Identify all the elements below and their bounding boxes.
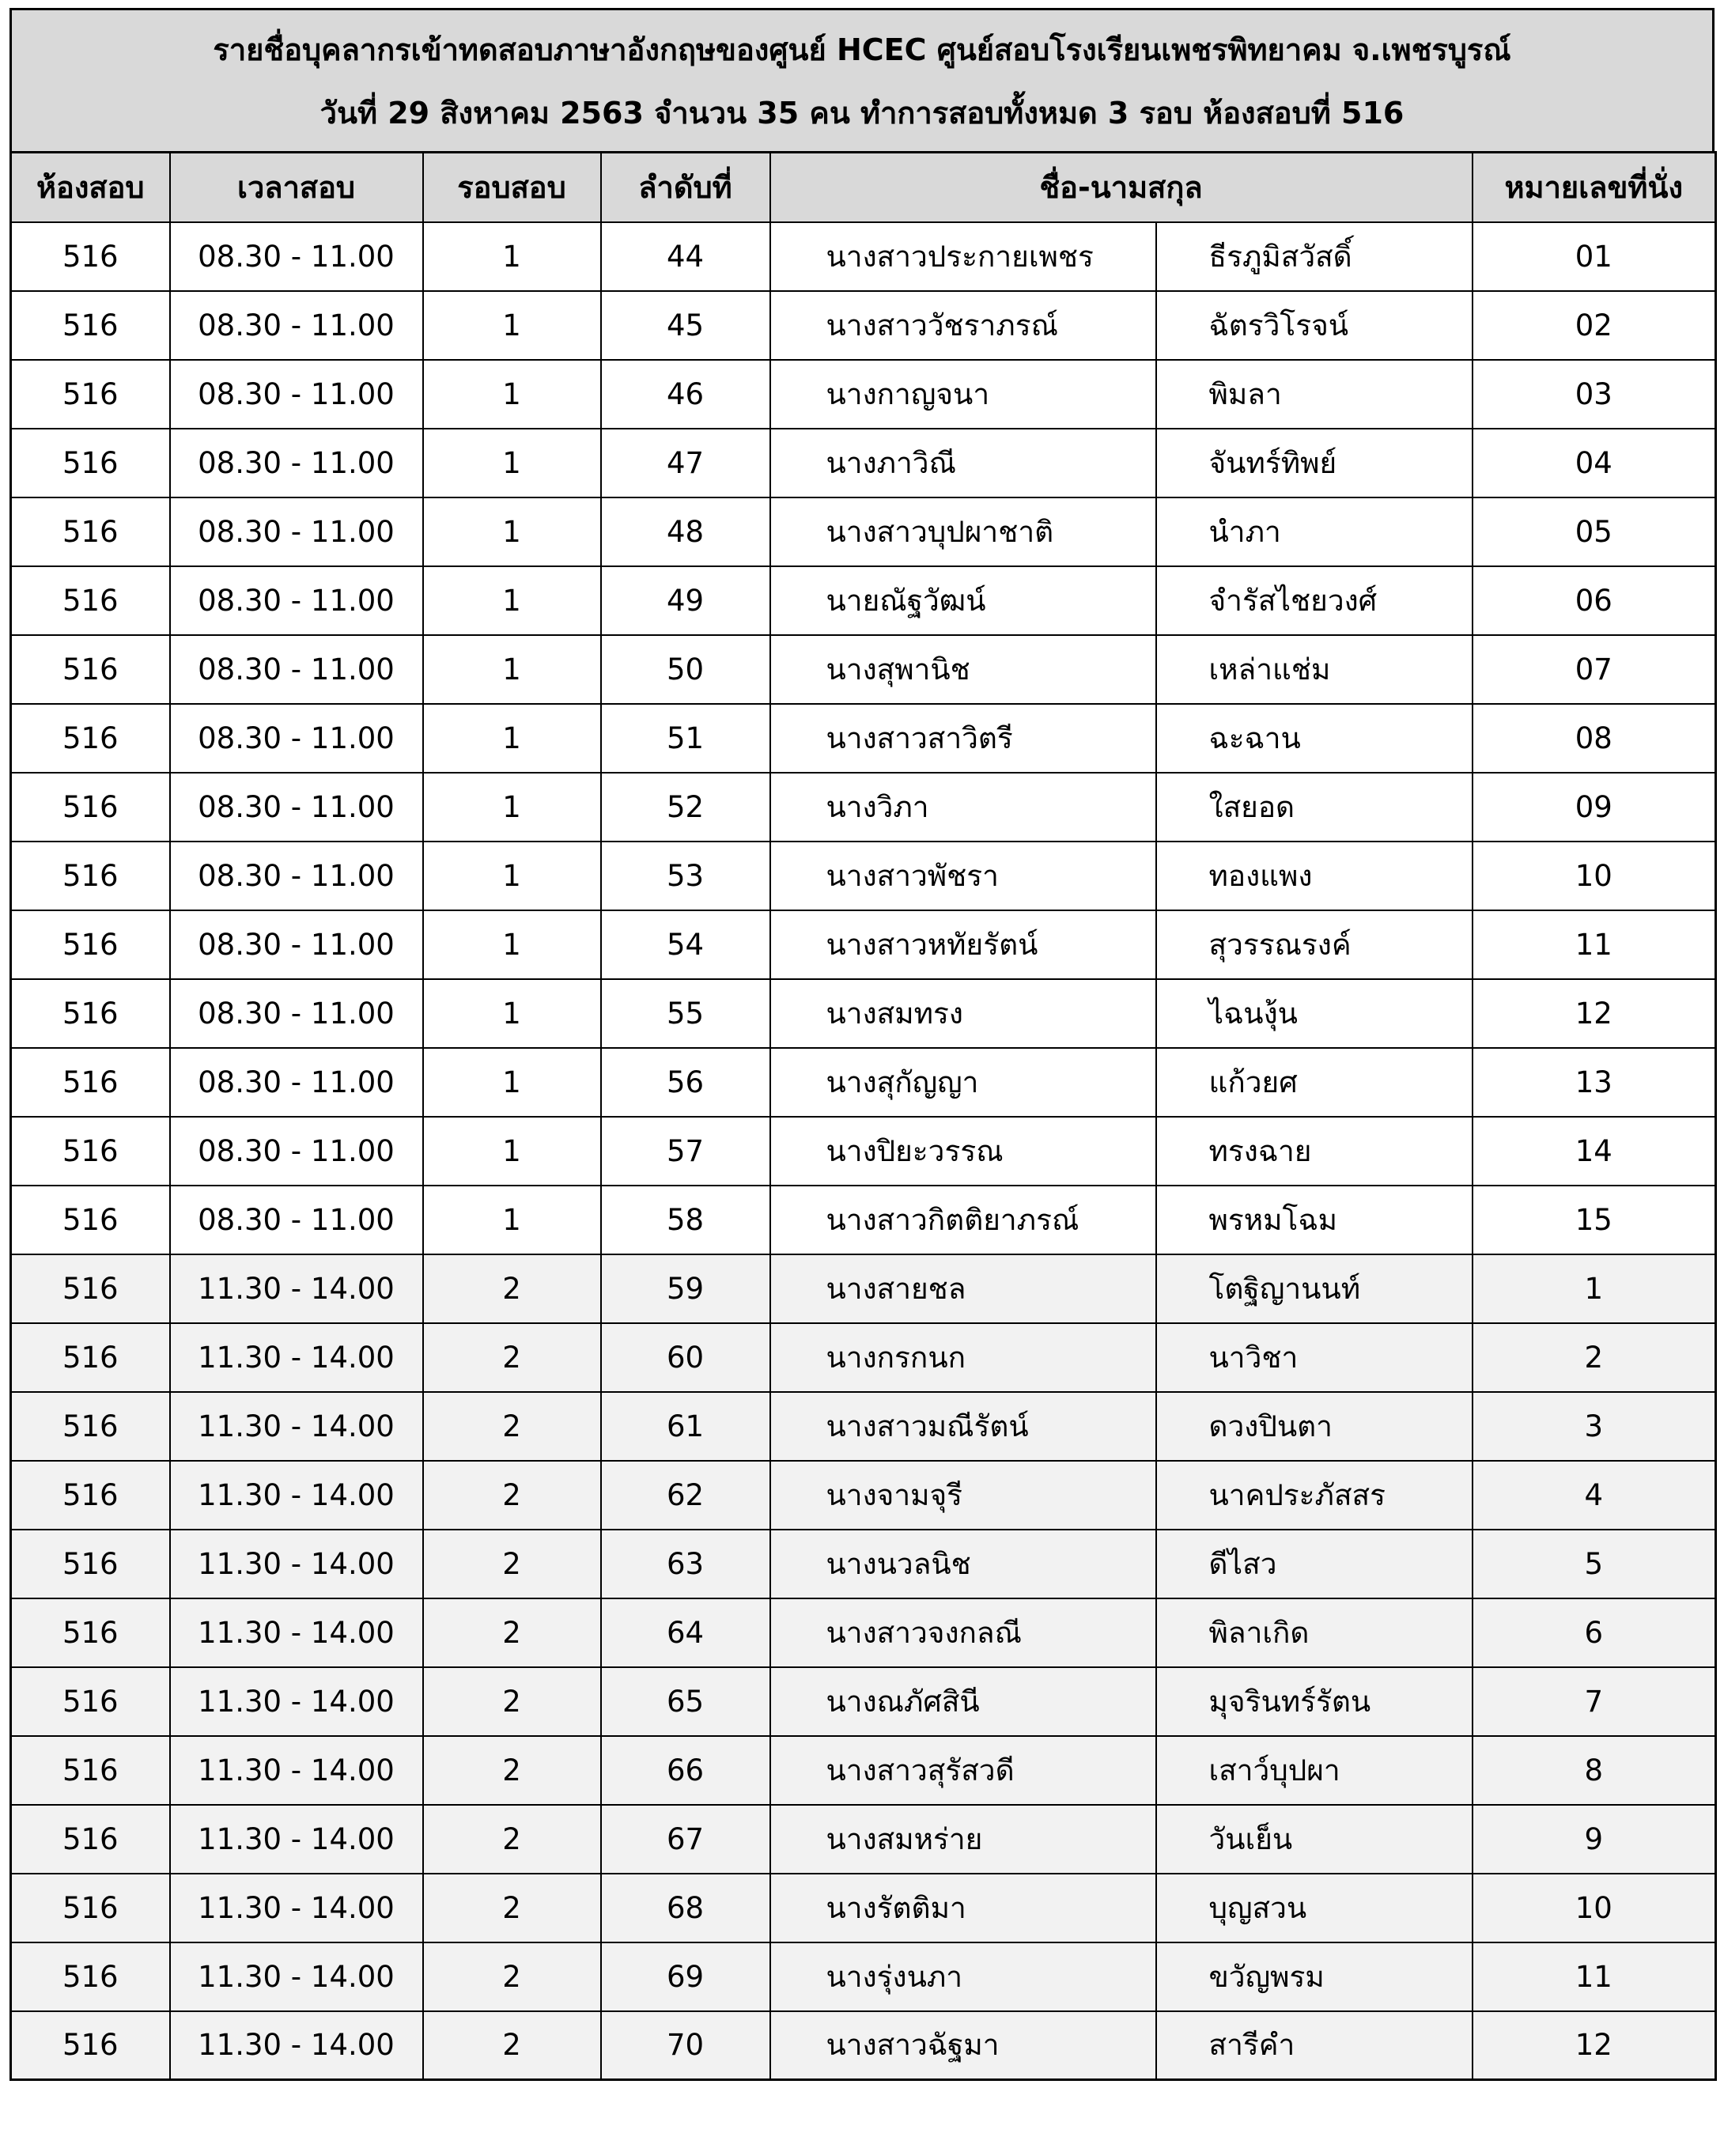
cell-last-name: สุวรรณรงค์ [1156, 910, 1473, 979]
cell-seat: 11 [1473, 1942, 1716, 2011]
cell-room: 516 [11, 1598, 170, 1667]
cell-seat: 08 [1473, 704, 1716, 773]
table-row [11, 979, 1716, 1048]
cell-time: 08.30 - 11.00 [170, 291, 423, 360]
cell-last-name: เหล่าแช่ม [1156, 635, 1473, 704]
cell-first-name: นางจามจุรี [770, 1461, 1156, 1530]
cell-round: 2 [423, 1323, 601, 1392]
cell-room: 516 [11, 566, 170, 635]
table-row [11, 1048, 1716, 1117]
table-row [11, 910, 1716, 979]
cell-first-name: นางสาวหทัยรัตน์ [770, 910, 1156, 979]
cell-seat: 09 [1473, 773, 1716, 842]
cell-round: 2 [423, 1805, 601, 1874]
cell-round: 1 [423, 910, 601, 979]
cell-time: 08.30 - 11.00 [170, 1186, 423, 1254]
table-row [11, 497, 1716, 566]
table-row [11, 429, 1716, 497]
cell-order: 68 [601, 1874, 770, 1942]
title-line-1: รายชื่อบุคลากรเข้าทดสอบภาษาอังกฤษของศูนย์ HCEC ศูนย์สอบโรงเรียนเพชรพิทยาคม จ.เพชรบูรณ์ [213, 32, 1511, 67]
cell-room: 516 [11, 1667, 170, 1736]
cell-last-name: เสาว์บุปผา [1156, 1736, 1473, 1805]
cell-seat: 2 [1473, 1323, 1716, 1392]
table-row [11, 1186, 1716, 1254]
cell-seat: 04 [1473, 429, 1716, 497]
table-row [11, 1117, 1716, 1186]
cell-time: 08.30 - 11.00 [170, 1117, 423, 1186]
cell-seat: 14 [1473, 1117, 1716, 1186]
cell-round: 1 [423, 1186, 601, 1254]
cell-seat: 8 [1473, 1736, 1716, 1805]
cell-room: 516 [11, 1874, 170, 1942]
cell-last-name: ใสยอด [1156, 773, 1473, 842]
cell-first-name: นางสาวฉัฐมา [770, 2011, 1156, 2080]
cell-order: 44 [601, 222, 770, 291]
cell-time: 11.30 - 14.00 [170, 1942, 423, 2011]
cell-order: 55 [601, 979, 770, 1048]
cell-first-name: นางสาวมณีรัตน์ [770, 1392, 1156, 1461]
cell-order: 53 [601, 842, 770, 910]
header-seat: หมายเลขที่นั่ง [1473, 153, 1716, 222]
cell-time: 11.30 - 14.00 [170, 1392, 423, 1461]
cell-first-name: นางณภัศสินี [770, 1667, 1156, 1736]
cell-seat: 10 [1473, 842, 1716, 910]
cell-time: 08.30 - 11.00 [170, 497, 423, 566]
cell-last-name: นำภา [1156, 497, 1473, 566]
cell-last-name: ดวงปินตา [1156, 1392, 1473, 1461]
cell-first-name: นางสาวจงกลณี [770, 1598, 1156, 1667]
table-row [11, 1805, 1716, 1874]
cell-round: 2 [423, 1874, 601, 1942]
cell-first-name: นางสาวสาวิตรี [770, 704, 1156, 773]
cell-seat: 03 [1473, 360, 1716, 429]
cell-first-name: นางสาวพัชรา [770, 842, 1156, 910]
cell-round: 2 [423, 1254, 601, 1323]
cell-time: 08.30 - 11.00 [170, 773, 423, 842]
cell-order: 63 [601, 1530, 770, 1598]
table-row [11, 1254, 1716, 1323]
cell-first-name: นางสุพานิช [770, 635, 1156, 704]
cell-seat: 10 [1473, 1874, 1716, 1942]
cell-first-name: นางสาวสุรัสวดี [770, 1736, 1156, 1805]
table-row [11, 291, 1716, 360]
cell-room: 516 [11, 1254, 170, 1323]
roster-body [11, 222, 1716, 2080]
cell-last-name: แก้วยศ [1156, 1048, 1473, 1117]
cell-time: 08.30 - 11.00 [170, 222, 423, 291]
table-row [11, 360, 1716, 429]
cell-time: 08.30 - 11.00 [170, 429, 423, 497]
cell-round: 1 [423, 842, 601, 910]
cell-first-name: นางสายชล [770, 1254, 1156, 1323]
table-row [11, 635, 1716, 704]
cell-time: 11.30 - 14.00 [170, 1461, 423, 1530]
cell-room: 516 [11, 635, 170, 704]
cell-seat: 12 [1473, 2011, 1716, 2080]
cell-order: 46 [601, 360, 770, 429]
table-row [11, 2011, 1716, 2080]
cell-room: 516 [11, 291, 170, 360]
cell-time: 11.30 - 14.00 [170, 1667, 423, 1736]
table-row [11, 566, 1716, 635]
cell-order: 52 [601, 773, 770, 842]
cell-seat: 6 [1473, 1598, 1716, 1667]
cell-seat: 05 [1473, 497, 1716, 566]
cell-round: 2 [423, 1392, 601, 1461]
table-row [11, 1461, 1716, 1530]
cell-time: 11.30 - 14.00 [170, 1874, 423, 1942]
cell-last-name: พิมลา [1156, 360, 1473, 429]
table-row [11, 1392, 1716, 1461]
cell-round: 1 [423, 222, 601, 291]
cell-first-name: นางปิยะวรรณ [770, 1117, 1156, 1186]
cell-time: 11.30 - 14.00 [170, 1254, 423, 1323]
cell-order: 62 [601, 1461, 770, 1530]
cell-order: 60 [601, 1323, 770, 1392]
cell-time: 08.30 - 11.00 [170, 360, 423, 429]
cell-order: 66 [601, 1736, 770, 1805]
cell-seat: 02 [1473, 291, 1716, 360]
cell-round: 2 [423, 1736, 601, 1805]
cell-room: 516 [11, 1048, 170, 1117]
cell-last-name: ธีรภูมิสวัสดิ์ [1156, 222, 1473, 291]
cell-seat: 01 [1473, 222, 1716, 291]
cell-last-name: จันทร์ทิพย์ [1156, 429, 1473, 497]
cell-time: 08.30 - 11.00 [170, 979, 423, 1048]
cell-first-name: นางรัตติมา [770, 1874, 1156, 1942]
cell-order: 58 [601, 1186, 770, 1254]
cell-order: 47 [601, 429, 770, 497]
roster-table [9, 151, 1717, 2081]
cell-room: 516 [11, 979, 170, 1048]
cell-round: 2 [423, 1598, 601, 1667]
cell-first-name: นางสาวบุปผาชาติ [770, 497, 1156, 566]
cell-seat: 15 [1473, 1186, 1716, 1254]
cell-last-name: โตฐิญานนท์ [1156, 1254, 1473, 1323]
cell-round: 2 [423, 1530, 601, 1598]
cell-room: 516 [11, 704, 170, 773]
cell-room: 516 [11, 1117, 170, 1186]
cell-seat: 07 [1473, 635, 1716, 704]
cell-seat: 06 [1473, 566, 1716, 635]
cell-time: 08.30 - 11.00 [170, 842, 423, 910]
cell-room: 516 [11, 1461, 170, 1530]
cell-order: 61 [601, 1392, 770, 1461]
cell-room: 516 [11, 222, 170, 291]
table-row [11, 222, 1716, 291]
cell-round: 1 [423, 979, 601, 1048]
cell-time: 11.30 - 14.00 [170, 1805, 423, 1874]
cell-last-name: ดีไสว [1156, 1530, 1473, 1598]
cell-last-name: นาคประภัสสร [1156, 1461, 1473, 1530]
cell-last-name: ฉัตรวิโรจน์ [1156, 291, 1473, 360]
cell-round: 2 [423, 1942, 601, 2011]
cell-order: 70 [601, 2011, 770, 2080]
roster-title [9, 8, 1715, 151]
cell-room: 516 [11, 360, 170, 429]
cell-room: 516 [11, 842, 170, 910]
cell-first-name: นางภาวิณี [770, 429, 1156, 497]
cell-room: 516 [11, 2011, 170, 2080]
cell-seat: 9 [1473, 1805, 1716, 1874]
cell-order: 69 [601, 1942, 770, 2011]
cell-room: 516 [11, 910, 170, 979]
cell-round: 1 [423, 704, 601, 773]
cell-order: 57 [601, 1117, 770, 1186]
cell-round: 1 [423, 1117, 601, 1186]
cell-order: 65 [601, 1667, 770, 1736]
cell-last-name: ฉะฉาน [1156, 704, 1473, 773]
cell-time: 11.30 - 14.00 [170, 1736, 423, 1805]
cell-first-name: นางสมหร่าย [770, 1805, 1156, 1874]
table-row [11, 1874, 1716, 1942]
table-row [11, 1667, 1716, 1736]
cell-seat: 5 [1473, 1530, 1716, 1598]
table-row [11, 1736, 1716, 1805]
cell-seat: 3 [1473, 1392, 1716, 1461]
cell-last-name: ไฉนงุ้น [1156, 979, 1473, 1048]
cell-room: 516 [11, 1736, 170, 1805]
cell-room: 516 [11, 429, 170, 497]
cell-order: 64 [601, 1598, 770, 1667]
cell-round: 2 [423, 2011, 601, 2080]
cell-room: 516 [11, 497, 170, 566]
cell-time: 11.30 - 14.00 [170, 2011, 423, 2080]
cell-round: 1 [423, 566, 601, 635]
cell-first-name: นางสาวกิตติยาภรณ์ [770, 1186, 1156, 1254]
cell-first-name: นางสุกัญญา [770, 1048, 1156, 1117]
cell-last-name: บุญสวน [1156, 1874, 1473, 1942]
cell-room: 516 [11, 1942, 170, 2011]
cell-room: 516 [11, 1805, 170, 1874]
table-row [11, 773, 1716, 842]
cell-first-name: นางสมทรง [770, 979, 1156, 1048]
cell-round: 1 [423, 360, 601, 429]
cell-room: 516 [11, 1323, 170, 1392]
cell-seat: 12 [1473, 979, 1716, 1048]
header-name: ชื่อ-นามสกุล [770, 153, 1473, 222]
cell-room: 516 [11, 1186, 170, 1254]
cell-seat: 4 [1473, 1461, 1716, 1530]
cell-round: 1 [423, 497, 601, 566]
cell-seat: 1 [1473, 1254, 1716, 1323]
cell-order: 54 [601, 910, 770, 979]
cell-order: 48 [601, 497, 770, 566]
cell-last-name: พรหมโฉม [1156, 1186, 1473, 1254]
cell-time: 11.30 - 14.00 [170, 1323, 423, 1392]
table-row [11, 1598, 1716, 1667]
table-row [11, 1942, 1716, 2011]
cell-round: 1 [423, 635, 601, 704]
cell-last-name: ขวัญพรม [1156, 1942, 1473, 2011]
cell-round: 1 [423, 1048, 601, 1117]
cell-last-name: ทรงฉาย [1156, 1117, 1473, 1186]
table-row [11, 1323, 1716, 1392]
table-row [11, 704, 1716, 773]
cell-round: 2 [423, 1461, 601, 1530]
cell-last-name: นาวิชา [1156, 1323, 1473, 1392]
header-row [11, 153, 1716, 222]
cell-order: 56 [601, 1048, 770, 1117]
cell-round: 2 [423, 1667, 601, 1736]
cell-first-name: นางกาญจนา [770, 360, 1156, 429]
cell-last-name: วันเย็น [1156, 1805, 1473, 1874]
cell-time: 08.30 - 11.00 [170, 910, 423, 979]
cell-last-name: สารีคำ [1156, 2011, 1473, 2080]
cell-time: 11.30 - 14.00 [170, 1530, 423, 1598]
cell-round: 1 [423, 291, 601, 360]
cell-time: 08.30 - 11.00 [170, 566, 423, 635]
cell-last-name: พิลาเกิด [1156, 1598, 1473, 1667]
cell-order: 67 [601, 1805, 770, 1874]
cell-first-name: นางสาววัชราภรณ์ [770, 291, 1156, 360]
cell-room: 516 [11, 773, 170, 842]
cell-last-name: ทองแพง [1156, 842, 1473, 910]
cell-room: 516 [11, 1392, 170, 1461]
header-room: ห้องสอบ [11, 153, 170, 222]
cell-round: 1 [423, 773, 601, 842]
cell-seat: 11 [1473, 910, 1716, 979]
header-order: ลำดับที่ [601, 153, 770, 222]
header-time: เวลาสอบ [170, 153, 423, 222]
cell-order: 49 [601, 566, 770, 635]
cell-time: 08.30 - 11.00 [170, 704, 423, 773]
table-row [11, 1530, 1716, 1598]
cell-first-name: นางรุ่งนภา [770, 1942, 1156, 2011]
cell-time: 08.30 - 11.00 [170, 1048, 423, 1117]
exam-roster-sheet [9, 8, 1715, 2081]
cell-order: 51 [601, 704, 770, 773]
cell-last-name: มุจรินทร์รัตน [1156, 1667, 1473, 1736]
cell-room: 516 [11, 1530, 170, 1598]
cell-first-name: นางวิภา [770, 773, 1156, 842]
cell-seat: 7 [1473, 1667, 1716, 1736]
cell-first-name: นางสาวประกายเพชร [770, 222, 1156, 291]
cell-first-name: นางนวลนิช [770, 1530, 1156, 1598]
cell-round: 1 [423, 429, 601, 497]
title-line-2: วันที่ 29 สิงหาคม 2563 จำนวน 35 คน ทำการสอบทั้งหมด 3 รอบ ห้องสอบที่ 516 [319, 96, 1405, 130]
cell-order: 45 [601, 291, 770, 360]
cell-seat: 13 [1473, 1048, 1716, 1117]
cell-time: 11.30 - 14.00 [170, 1598, 423, 1667]
cell-order: 50 [601, 635, 770, 704]
cell-order: 59 [601, 1254, 770, 1323]
cell-first-name: นางกรกนก [770, 1323, 1156, 1392]
cell-time: 08.30 - 11.00 [170, 635, 423, 704]
table-row [11, 842, 1716, 910]
cell-first-name: นายณัฐวัฒน์ [770, 566, 1156, 635]
cell-last-name: จำรัสไชยวงศ์ [1156, 566, 1473, 635]
header-round: รอบสอบ [423, 153, 601, 222]
